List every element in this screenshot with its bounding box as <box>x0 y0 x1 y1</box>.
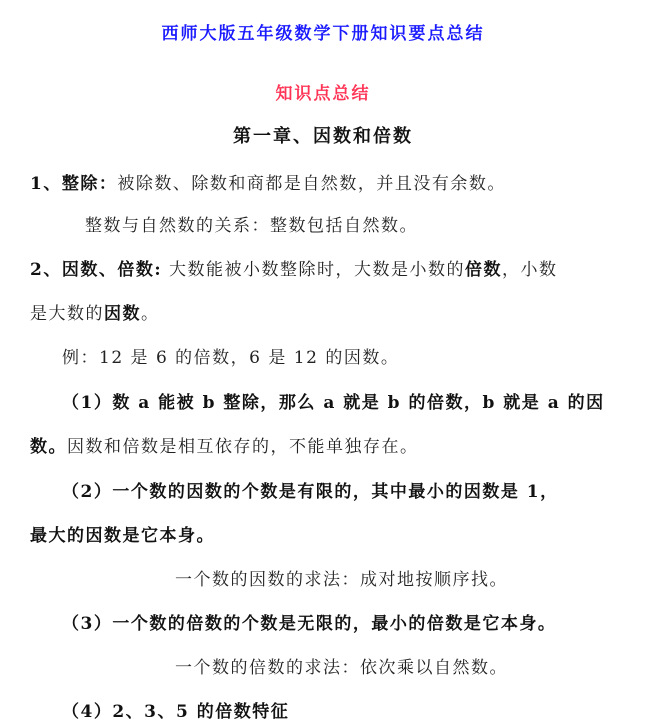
item-2-label: 2、因数、倍数: <box>30 260 163 280</box>
item-1-label: 1、整除： <box>30 174 118 194</box>
item-1-note: 整数与自然数的关系：整数包括自然数。 <box>85 216 418 236</box>
point-2-line-1: （2）一个数的因数的个数是有限的，其中最小的因数是 1， <box>62 482 559 502</box>
item-1-text: 被除数、除数和商都是自然数，并且没有余数。 <box>117 174 506 194</box>
document-title: 西师大版五年级数学下册知识要点总结 <box>161 24 485 44</box>
item-2-text-a: 大数能被小数整除时，大数是小数的 <box>162 260 466 280</box>
item-1-line <box>30 172 506 196</box>
item-2-bold-factor: 因数 <box>104 304 141 324</box>
chapter-heading: 第一章、因数和倍数 <box>233 126 413 147</box>
point-4-line-1: （4）2、3、5 的倍数特征 <box>62 702 290 722</box>
point-3-line-1: （3）一个数的倍数的个数是无限的，最小的倍数是它本身。 <box>62 614 557 634</box>
item-2-bold-multiple: 倍数 <box>465 260 503 280</box>
item-2-line-2 <box>30 302 160 326</box>
item-2-text-b: ，小数 <box>502 260 558 280</box>
point-2-line-2: 最大的因数是它本身。 <box>30 526 215 546</box>
section-subtitle: 知识点总结 <box>275 84 371 104</box>
point-2-method: 一个数的因数的求法：成对地按顺序找。 <box>175 570 508 590</box>
point-1-line-2 <box>30 435 419 459</box>
item-2-example: 例：12 是 6 的倍数，6 是 12 的因数。 <box>62 348 400 368</box>
point-1-line-1: （1）数 a 能被 b 整除，那么 a 就是 b 的倍数，b 就是 a 的因 <box>62 393 605 413</box>
point-3-method: 一个数的倍数的求法：依次乘以自然数。 <box>175 658 508 678</box>
item-2-line2-a: 是大数的 <box>30 304 104 324</box>
point-1-line-2-bold: 数。 <box>30 437 67 457</box>
point-1-line-2-normal: 因数和倍数是相互依存的，不能单独存在。 <box>67 437 419 457</box>
item-2-line2-b: 。 <box>141 304 160 324</box>
item-2-line <box>30 258 558 282</box>
